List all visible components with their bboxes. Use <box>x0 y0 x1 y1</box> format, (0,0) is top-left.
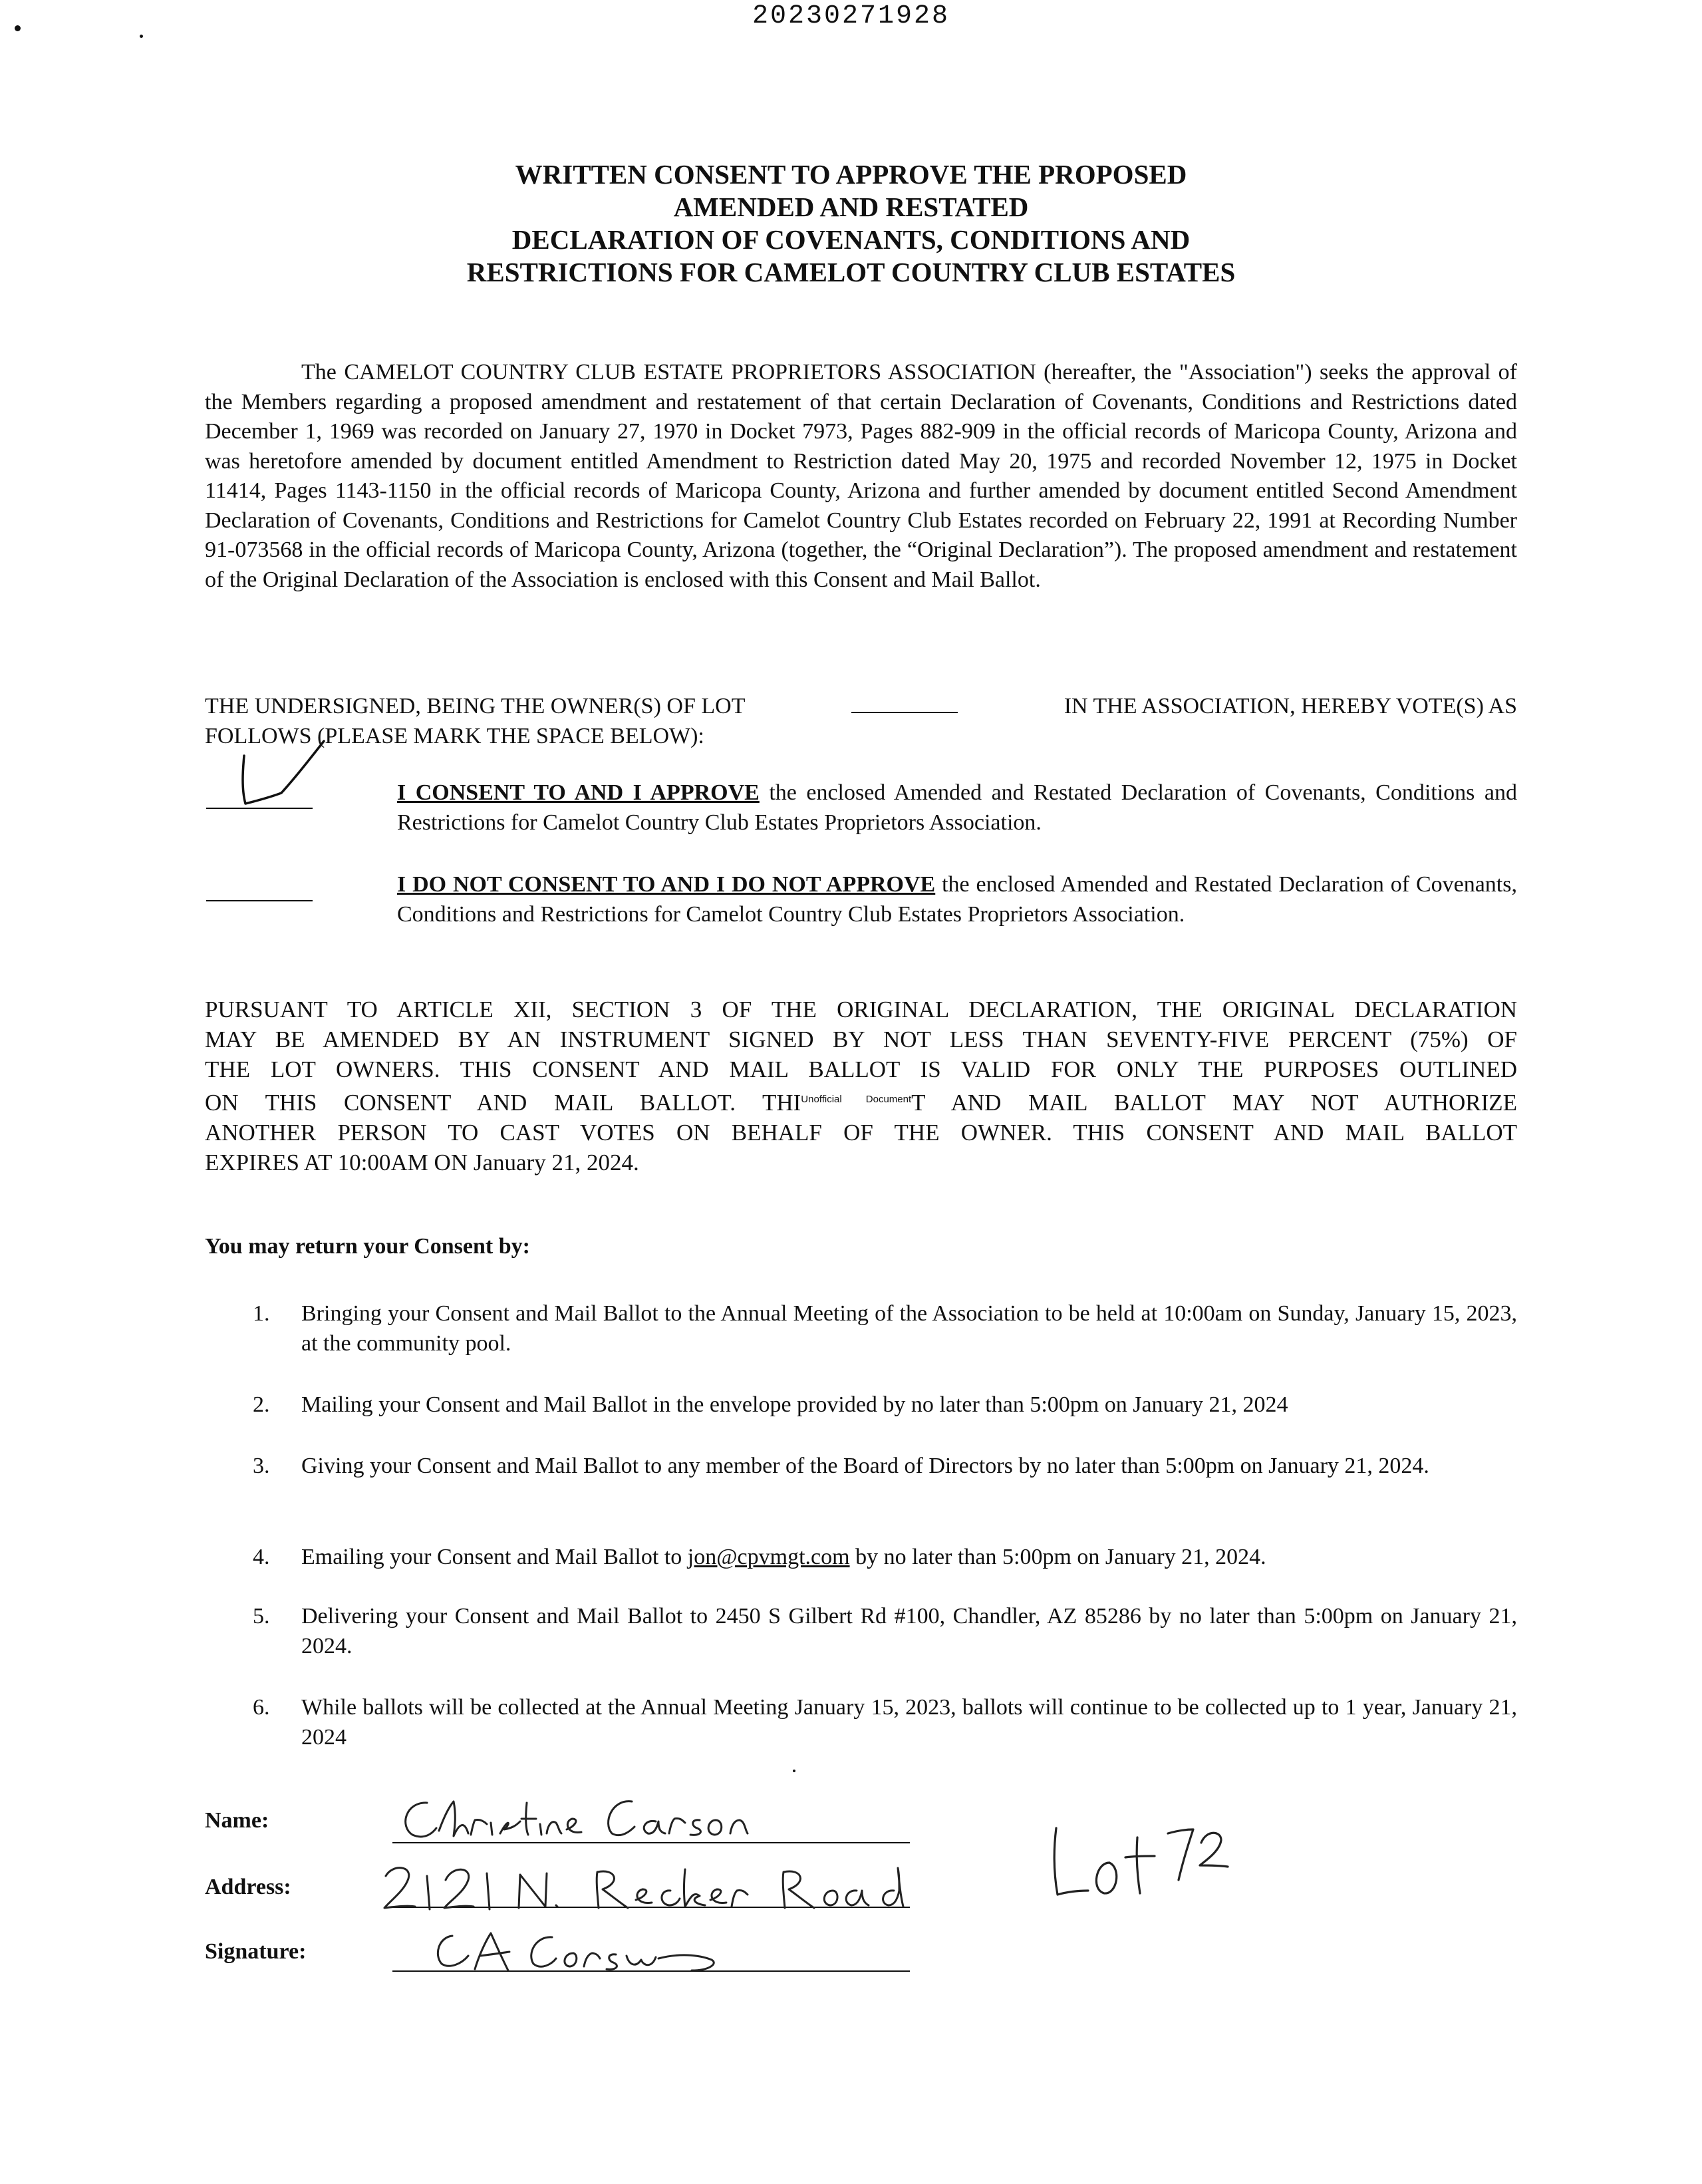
scan-speck <box>140 35 143 38</box>
list-item: 1. Bringing your Consent and Mail Ballot to the Annual Meeting of the Association to be held at 10:00am on Sunday, January 15, 2023, at the community pool. <box>253 1301 1517 1356</box>
not-consent-mark-blank[interactable] <box>206 900 313 901</box>
email-link[interactable]: jon@cpvmgt.com <box>687 1545 850 1569</box>
pursuant-line: ANOTHER PERSON TO CAST VOTES ON BEHALF OF THE OWNER. THIS CONSENT AND MAIL BALLOT <box>205 1120 1517 1146</box>
list-item: 4. Emailing your Consent and Mail Ballot to jon@cpvmgt.com by no later than 5:00pm on January 21, 2024. <box>253 1545 1266 1569</box>
pursuant-line: THE LOT OWNERS. THIS CONSENT AND MAIL BALLOT IS VALID FOR ONLY THE PURPOSES OUTLINED <box>205 1056 1517 1082</box>
handwritten-lot-note <box>1038 1816 1237 1909</box>
pursuant-paragraph <box>205 995 1517 1177</box>
checkmark-icon <box>229 737 329 810</box>
list-item: 6. While ballots will be collected at the Annual Meeting January 15, 2023, ballots will continue to be collected up to 1 year, January 21, 2024 <box>253 1695 1517 1750</box>
undersigned-text-end: IN THE ASSOCIATION, HEREBY VOTE(S) AS <box>1064 694 1517 718</box>
document-title <box>0 158 1702 289</box>
document-number: 20230271928 <box>752 1 950 31</box>
handwritten-address <box>372 1856 964 1923</box>
consent-text: the enclosed Amended and Restated Declaration of Covenants, Conditions and Restrictions for Camelot Country Club Estates Proprietors Association. <box>397 780 1517 835</box>
address-label: Address: <box>205 1875 291 1899</box>
scan-speck <box>793 1770 795 1772</box>
list-item: 3. Giving your Consent and Mail Ballot to any member of the Board of Directors by no later than 5:00pm on January 21, 2024. <box>253 1454 1429 1478</box>
return-heading: You may return your Consent by: <box>205 1234 530 1259</box>
consent-option <box>397 778 1517 838</box>
lot-number-blank[interactable] <box>851 692 958 713</box>
handwritten-name <box>392 1790 898 1849</box>
handwritten-signature <box>426 1923 785 1982</box>
signature-label: Signature: <box>205 1939 307 1964</box>
intro-paragraph: The CAMELOT COUNTRY CLUB ESTATE PROPRIETORS ASSOCIATION (hereafter, the "Association") seeks the approval of the Members regarding a proposed amendment and restatement of that certain Declaration of Covenants, Conditions and Restrictions dated December 1, 1969 was recorded on January 27, 1970 in Docket 7973, Pages 882-909 in the official records of Maricopa County, Arizona and was heretofore amended by document entitled Amendment to Restriction dated May 20, 1975 and recorded November 12, 1975 in Docket 11414, Pages 1143-1150 in the official records of Maricopa County, Arizona and further amended by document entitled Second Amendment Declaration of Covenants, Conditions and Restrictions for Camelot Country Club Estates recorded on February 22, 1991 at Recording Number 91-073568 in the official records of Maricopa County, Arizona (together, the “Original Declaration”). The proposed amendment and restatement of the Original Declaration of the Association is enclosed with this Consent and Mail Ballot. <box>205 360 1517 592</box>
consent-heading: I CONSENT TO AND I APPROVE <box>397 780 760 805</box>
pursuant-line: MAY BE AMENDED BY AN INSTRUMENT SIGNED BY NOT LESS THAN SEVENTY-FIVE PERCENT (75%) OF <box>205 1026 1517 1052</box>
not-consent-option <box>397 870 1517 929</box>
title-line: DECLARATION OF COVENANTS, CONDITIONS AND <box>511 224 1191 255</box>
pursuant-line: EXPIRES AT 10:00AM ON January 21, 2024. <box>205 1150 639 1175</box>
not-consent-text: the enclosed Amended and Restated Declaration of Covenants, Conditions and Restrictions for Camelot Country Club Estates Proprietors Association. <box>397 872 1517 927</box>
undersigned-text-start: THE UNDERSIGNED, BEING THE OWNER(S) OF LOT <box>205 694 746 718</box>
unofficial-document-watermark: Unofficial Document <box>801 1094 912 1105</box>
name-label: Name: <box>205 1808 269 1833</box>
pursuant-line: ON THIS CONSENT AND MAIL BALLOT. $THI^{Unofficial Document}T$ AND MAIL BALLOT MAY NOT AUTHORIZE <box>205 1090 1518 1116</box>
title-line: RESTRICTIONS FOR CAMELOT COUNTRY CLUB ESTATES <box>466 257 1236 287</box>
undersigned-statement <box>205 692 1517 751</box>
title-line: WRITTEN CONSENT TO APPROVE THE PROPOSED <box>515 159 1187 190</box>
not-consent-heading: I DO NOT CONSENT TO AND I DO NOT APPROVE <box>397 872 936 897</box>
undersigned-instruction: FOLLOWS (PLEASE MARK THE SPACE BELOW): <box>205 723 704 748</box>
list-item: 2. Mailing your Consent and Mail Ballot in the envelope provided by no later than 5:00pm on January 21, 2024 <box>253 1392 1288 1417</box>
pursuant-line: PURSUANT TO ARTICLE XII, SECTION 3 OF THE ORIGINAL DECLARATION, THE ORIGINAL DECLARATION <box>205 997 1517 1022</box>
title-line: AMENDED AND RESTATED <box>673 192 1029 222</box>
list-item: 5. Delivering your Consent and Mail Ballot to 2450 S Gilbert Rd #100, Chandler, AZ 85286 by no later than 5:00pm on January 21, 2024. <box>253 1604 1517 1658</box>
